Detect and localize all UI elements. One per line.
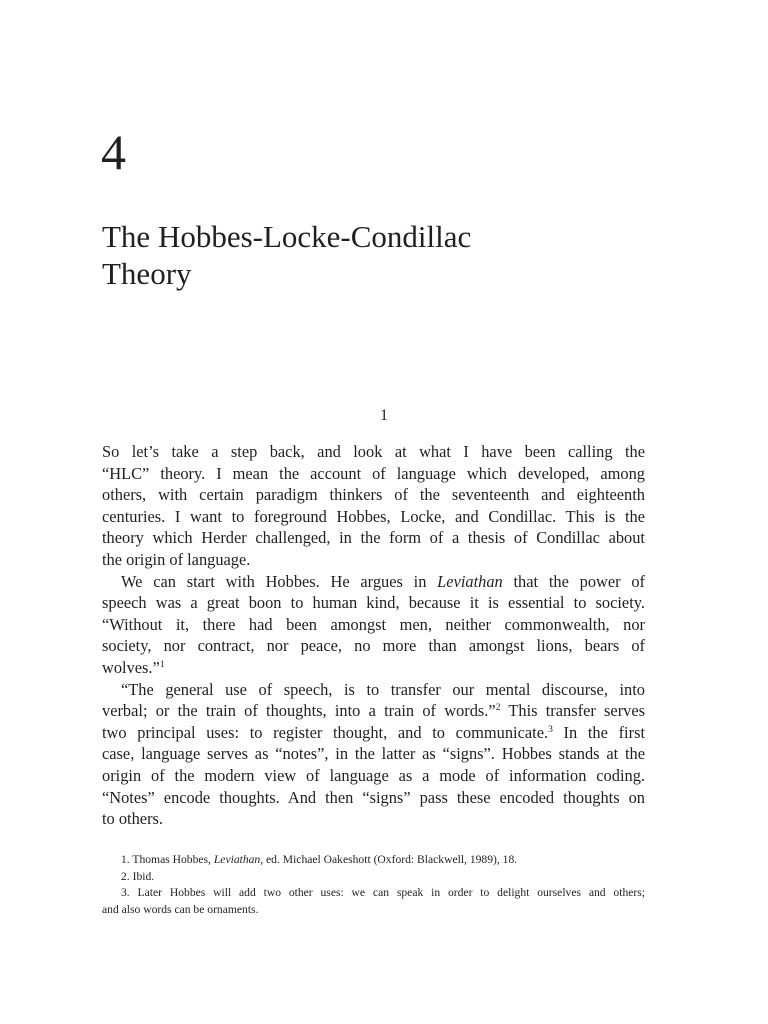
text-run: 1. Thomas Hobbes, [121,853,214,866]
text-line: to others. [102,809,164,829]
text-line: “HLC” theory. I mean the account of language which developed, among [102,463,645,483]
text-line [102,571,645,593]
text-run: two principal uses: to register thought, and to communicate. [102,722,549,742]
footnote-line: and also words can be ornaments. [102,902,259,916]
text-run: that the power of [502,571,646,591]
text-run: ed. Michael Oakeshott (Oxford: Blackwell, 1989), 18. [263,853,518,866]
footnotes [102,852,645,918]
chapter-title-line: The Hobbes-Locke-Condillac [102,219,472,254]
book-title: Leviathan, [213,853,264,866]
text-line: society, nor contract, nor peace, no more than amongst lions, bears of [102,636,645,656]
text-line: the origin of language. [102,549,251,569]
footnote-ref[interactable]: 1 [159,659,165,670]
footnote-line [102,852,645,869]
paragraph-3 [102,679,645,830]
text-run: In the first [552,722,645,742]
text-run: We can start with Hobbes. He argues in [121,571,438,591]
text-run: This transfer serves [500,701,645,721]
text-line: centuries. I want to foreground Hobbes, Locke, and Condillac. This is the [102,506,645,526]
body-text [102,441,645,830]
text-line: “Notes” encode thoughts. And then “signs” pass these encoded thoughts on [102,787,645,807]
text-line: “Without it, there had been amongst men, neither commonwealth, nor [102,614,645,634]
text-line: So let’s take a step back, and look at what I have been calling the [102,442,645,461]
chapter-title-line: Theory [102,256,192,291]
section-number: 1 [380,407,388,424]
text-line [102,657,645,679]
text-line: others, with certain paradigm thinkers of the seventeenth and eighteenth [102,485,645,505]
paragraph-1 [102,441,645,571]
footnote-ref[interactable]: 3 [548,724,553,735]
footnote-line: 2. Ibid. [121,869,155,883]
text-line: case, language serves as “notes”, in the latter as “signs”. Hobbes stands at the [102,744,645,764]
text-line [102,700,645,722]
text-run: verbal; or the train of thoughts, into a train of words.” [102,701,496,721]
text-run: wolves.” [102,657,160,677]
footnote-3 [102,885,645,918]
footnote-1 [102,852,645,869]
paragraph-2 [102,571,645,679]
footnote-2 [102,869,645,886]
text-line [102,722,645,744]
footnote-line: 3. Later Hobbes will add two other uses: we can speak in order to delight ourselves and others; [121,886,645,899]
text-line: theory which Herder challenged, in the form of a thesis of Condillac about [102,528,645,548]
footnote-ref[interactable]: 2 [495,703,501,714]
book-title: Leviathan [437,571,503,591]
chapter-number: 4 [101,124,126,180]
text-line: origin of the modern view of language as a mode of information coding. [102,765,645,785]
chapter-title [102,218,662,292]
text-line: speech was a great boon to human kind, because it is essential to society. [102,593,645,613]
text-line: “The general use of speech, is to transfer our mental discourse, into [121,679,645,699]
